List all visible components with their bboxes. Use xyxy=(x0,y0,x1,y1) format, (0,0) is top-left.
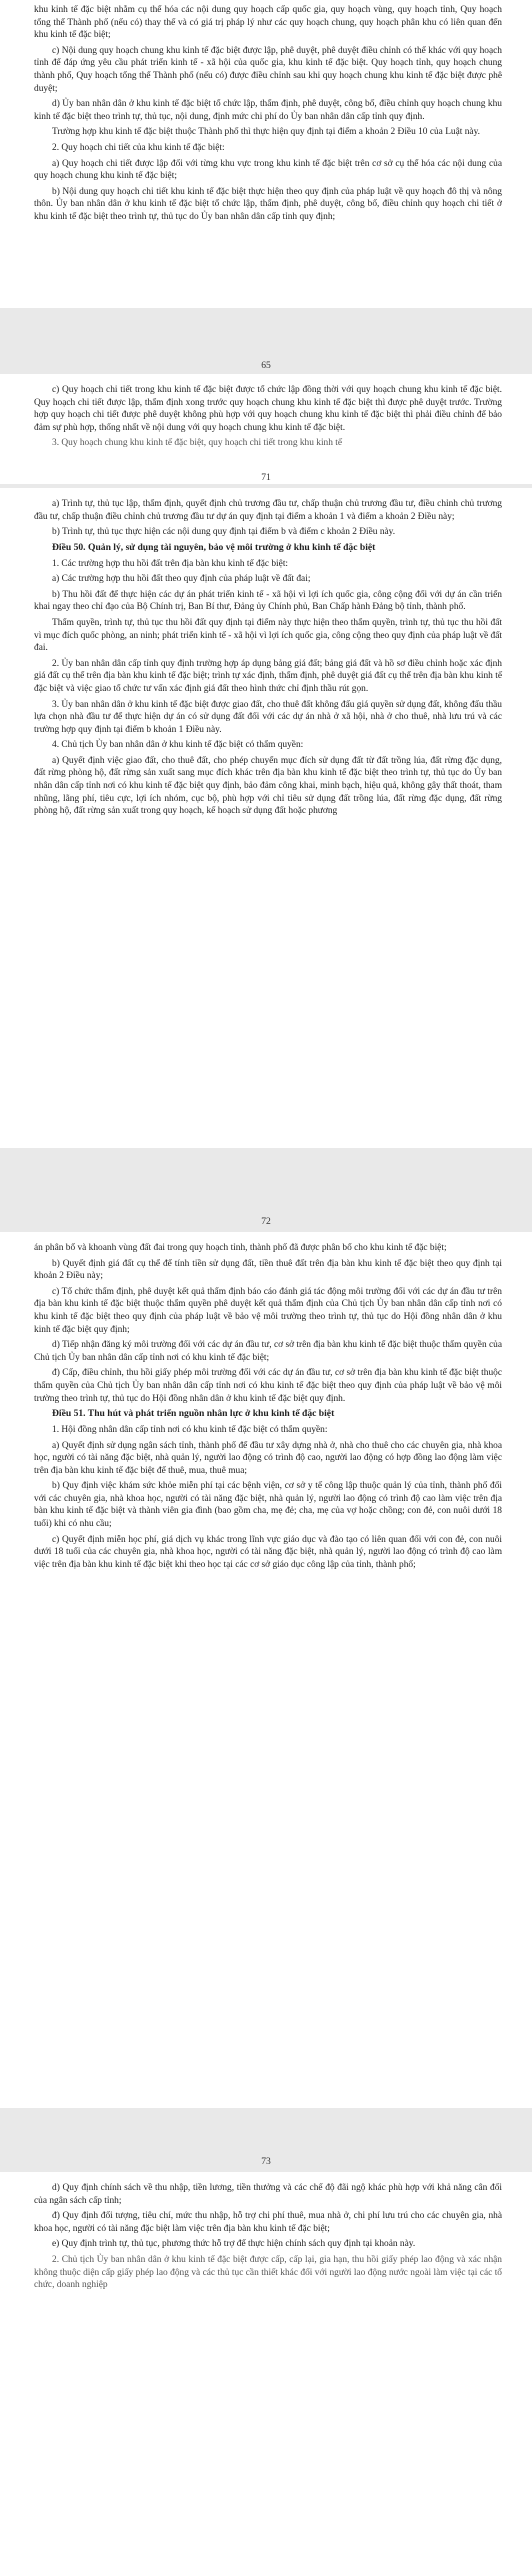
article-heading: Điều 51. Thu hút và phát triển nguồn nhân lực ở khu kinh tế đặc biệt xyxy=(52,1408,335,1420)
paragraph: 3. Ủy ban nhân dân ở khu kinh tế đặc biệt được giao đất, cho thuê đất không đấu giá quyền sử dụng đất, không đấu thầu lựa chọn nhà đầu tư để thực hiện dự án có sử dụng đất đối với các dự án nhà ở xã hội, nhà ở cho thuê, nhà lưu trú và các trường hợp quy định tại điểm b khoản 1 Điều này. xyxy=(34,699,502,735)
paragraph: c) Quy hoạch chi tiết trong khu kinh tế đặc biệt được tổ chức lập đồng thời với quy hoạch chung khu kinh tế đặc biệt. Quy hoạch chi tiết được lập, thẩm định xong trước quy hoạch chung khu kinh tế đặc biệt thì được phê duyệt trước. Trường hợp quy hoạch chi tiết được phê duyệt không phù hợp với quy hoạch chung khu kinh tế đặc biệt thì phải điều chỉnh để bảo đảm sự phù hợp, thống nhất về nội dung với quy hoạch chung khu kinh tế đặc biệt. xyxy=(34,385,502,433)
paragraph: e) Quy định trình tự, thủ tục, phương thức hỗ trợ để thực hiện chính sách quy định tại khoản này. xyxy=(52,2239,416,2250)
paragraph: a) Quy hoạch chi tiết được lập đối với từng khu vực trong khu kinh tế đặc biệt trên cơ sở cụ thể hóa các nội dung của quy hoạch chung khu kinh tế đặc biệt; xyxy=(34,158,502,182)
paragraph: a) Các trường hợp thu hồi đất theo quy định của pháp luật về đất đai; xyxy=(52,574,311,585)
document-page xyxy=(0,1232,532,2108)
paragraph: 1. Các trường hợp thu hồi đất trên địa bàn khu kinh tế đặc biệt: xyxy=(52,558,289,569)
paragraph: 2. Chủ tịch Ủy ban nhân dân ở khu kinh tế đặc biệt được cấp, cấp lại, gia hạn, thu hồi giấy phép lao động và xác nhận không thuộc diện cấp giấy phép lao động và các thủ tục cần thiết khác đối với người lao động nước ngoài làm việc tại các tổ chức, doanh nghiệp xyxy=(34,2254,502,2291)
paragraph: Thẩm quyền, trình tự, thủ tục thu hồi đất quy định tại điểm này thực hiện theo thẩm quyền, trình tự, thủ tục thu hồi đất vì mục đích quốc phòng, an ninh; phát triển kinh tế - xã hội vì lợi ích quốc gia, công cộng theo quy định của pháp luật về đất đai. xyxy=(34,617,502,654)
paragraph: Trường hợp khu kinh tế đặc biệt thuộc Thành phố thì thực hiện quy định tại điểm a khoản 2 Điều 10 của Luật này. xyxy=(52,127,480,138)
paragraph: 2. Quy hoạch chi tiết của khu kinh tế đặc biệt: xyxy=(52,142,225,153)
document-page xyxy=(0,374,532,484)
paragraph: c) Tổ chức thẩm định, phê duyệt kết quả thẩm định báo cáo đánh giá tác động môi trường đối với các dự án đầu tư trên địa bàn khu kinh tế đặc biệt thuộc thẩm quyền phê duyệt kết quả thẩm định của Chủ tịch Ủy ban nhân dân cấp tỉnh nơi có khu kinh tế đặc biệt theo quy định của pháp luật về bảo vệ môi trường theo trình tự, thủ tục do Hội đồng nhân dân ở khu kinh tế đặc biệt quy định; xyxy=(34,1286,502,1335)
paragraph: b) Quyết định giá đất cụ thể để tính tiền sử dụng đất, tiền thuê đất trên địa bàn khu kinh tế đặc biệt theo quy định tại khoản 2 Điều này; xyxy=(34,1258,502,1282)
article-heading: Điều 50. Quản lý, sử dụng tài nguyên, bảo vệ môi trường ở khu kinh tế đặc biệt xyxy=(52,541,376,553)
paragraph: a) Quyết định việc giao đất, cho thuê đất, cho phép chuyển mục đích sử dụng đất từ đất trồng lúa, đất rừng đặc dụng, đất rừng phòng hộ, đất rừng sản xuất sang mục đích khác trên địa bàn khu kinh tế đặc biệt theo trình tự, thủ tục do Ủy ban nhân dân cấp tỉnh nơi có khu kinh tế đặc biệt quy định, bảo đảm công khai, minh bạch, hiệu quả, không gây thất thoát, tham nhũng, lãng phí, tiêu cực, lợi ích nhóm, cục bộ, phù hợp với chỉ tiêu sử dụng đất trồng lúa, đất rừng đặc dụng, đất rừng phòng hộ, đất rừng sản xuất trong quy hoạch, kế hoạch sử dụng đất hoặc phương xyxy=(34,755,502,817)
paragraph: b) Trình tự, thủ tục thực hiện các nội dung quy định tại điểm b và điểm c khoản 2 Điều này. xyxy=(52,527,396,538)
paragraph: c) Quyết định miễn học phí, giá dịch vụ khác trong lĩnh vực giáo dục và đào tạo có liên quan đối với con đẻ, con nuôi dưới 18 tuổi của các chuyên gia, nhà khoa học, người có tài năng đặc biệt, nhà quản lý, người lao động có trình độ cao làm việc trên địa bàn khu kinh tế đặc biệt khi theo học tại các cơ sở giáo dục công lập của tỉnh, thành phố; xyxy=(34,1534,502,1570)
paragraph: b) Thu hồi đất để thực hiện các dự án phát triển kinh tế - xã hội vì lợi ích quốc gia, công cộng đối với dự án cần triển khai ngay theo chỉ đạo của Bộ Chính trị, Ban Bí thư, Đảng ủy Chính phủ, Ban Chấp hành Đảng bộ tỉnh, thành phố. xyxy=(34,589,502,613)
paragraph: 4. Chủ tịch Ủy ban nhân dân ở khu kinh tế đặc biệt có thẩm quyền: xyxy=(52,740,304,751)
paragraph: d) Quy định chính sách về thu nhập, tiền lương, tiền thưởng và các chế độ đãi ngộ khác phù hợp với khả năng cân đối của ngân sách cấp tỉnh; xyxy=(34,2183,502,2206)
document-page xyxy=(0,488,532,1148)
paragraph: d) Tiếp nhận đăng ký môi trường đối với các dự án đầu tư, cơ sở trên địa bàn khu kinh tế đặc biệt thuộc thẩm quyền của Chủ tịch Ủy ban nhân dân cấp tỉnh nơi có khu kinh tế đặc biệt; xyxy=(34,1340,502,1363)
paragraph: a) Quyết định sử dụng ngân sách tỉnh, thành phố để đầu tư xây dựng nhà ở, nhà cho thuê cho các chuyên gia, nhà khoa học, người có tài năng đặc biệt, nhà quản lý, người lao động có trình độ cao, người lao động có hợp đồng lao động làm việc trên địa bàn khu kinh tế đặc biệt để thuê, mua, thuê mua; xyxy=(34,1440,502,1476)
paragraph: c) Nội dung quy hoạch chung khu kinh tế đặc biệt được lập, phê duyệt, phê duyệt điều chỉnh có thể khác với quy hoạch tỉnh để đáp ứng yêu cầu phát triển kinh tế - xã hội của quốc gia, khu kinh tế đặc biệt. Quy hoạch tỉnh, quy hoạch chung thành phố, Quy hoạch tổng thể Thành phố (nếu có) được điều chỉnh sau khi quy hoạch chung khu kinh tế đặc biệt được phê duyệt; xyxy=(34,45,502,94)
paragraph: án phân bổ và khoanh vùng đất đai trong quy hoạch tỉnh, thành phố đã được phân bổ cho khu kinh tế đặc biệt; xyxy=(34,1243,447,1253)
paragraph: 2. Ủy ban nhân dân cấp tỉnh quy định trường hợp áp dụng bảng giá đất; bảng giá đất và hồ sơ điều chỉnh hoặc xác định giá đất cụ thể trên địa bàn khu kinh tế đặc biệt; trình tự xác định, thẩm định, phê duyệt giá đất cụ thể trên địa bàn khu kinh tế đặc biệt và việc giao tổ chức tư vấn xác định giá đất theo hình thức chỉ định thầu rút gọn. xyxy=(34,658,502,694)
paragraph: d) Ủy ban nhân dân ở khu kinh tế đặc biệt tổ chức lập, thẩm định, phê duyệt, công bố, điều chỉnh quy hoạch chung khu kinh tế đặc biệt theo trình tự, thủ tục, nội dung, định mức chi phí do Ủy ban nhân dân cấp tỉnh quy định. xyxy=(34,99,502,122)
paragraph: đ) Cấp, điều chỉnh, thu hồi giấy phép môi trường đối với các dự án đầu tư, cơ sở trên địa bàn khu kinh tế đặc biệt thuộc thẩm quyền của Chủ tịch Ủy ban nhân dân cấp tỉnh nơi có khu kinh tế đặc biệt theo quy định của pháp luật về bảo vệ môi trường theo trình tự, thủ tục do Hội đồng nhân dân ở khu kinh tế đặc biệt quy định. xyxy=(34,1368,502,1404)
page-number: 65 xyxy=(261,360,271,371)
page-number: 73 xyxy=(261,2156,271,2167)
paragraph: a) Trình tự, thủ tục lập, thẩm định, quyết định chủ trương đầu tư, chấp thuận chủ trương đầu tư, điều chỉnh chủ trương đầu tư, chấp thuận điều chỉnh chủ trương đầu tư dự án quy định tại điểm a khoản 1 và điểm a khoản 2 Điều này; xyxy=(34,499,502,522)
page-number: 71 xyxy=(261,472,271,483)
paragraph: b) Quy định việc khám sức khỏe miễn phí tại các bệnh viện, cơ sở y tế công lập thuộc quản lý của tỉnh, thành phố đối với các chuyên gia, nhà khoa học, người có tài năng đặc biệt, nhà quản lý, người lao động có trình độ cao làm việc trên địa bàn khu kinh tế đặc biệt và thành viên gia đình (bao gồm cha, mẹ đẻ; cha, mẹ của vợ hoặc chồng; con đẻ, con nuôi dưới 18 tuổi) khi có nhu cầu; xyxy=(34,1481,502,1530)
paragraph: khu kinh tế đặc biệt nhằm cụ thể hóa các nội dung quy hoạch cấp quốc gia, quy hoạch vùng, quy hoạch tỉnh, Quy hoạch tổng thể Thành phố (nếu có) thay thế và có giá trị pháp lý như các quy hoạch chung, quy hoạch phân khu có liên quan đến khu kinh tế đặc biệt; xyxy=(34,5,502,41)
document-page xyxy=(0,2172,532,2560)
paragraph: 3. Quy hoạch chung khu kinh tế đặc biệt, quy hoạch chi tiết trong khu kinh tế xyxy=(52,438,343,449)
paragraph: 1. Hội đồng nhân dân cấp tỉnh nơi có khu kinh tế đặc biệt có thẩm quyền: xyxy=(52,1424,328,1435)
page-number: 72 xyxy=(261,1216,271,1227)
paragraph: đ) Quy định đối tượng, tiêu chí, mức thu nhập, hỗ trợ chi phí thuê, mua nhà ở, chi phí lưu trú cho các chuyên gia, nhà khoa học, người có tài năng đặc biệt làm việc trên địa bàn khu kinh tế đặc biệt; xyxy=(34,2211,502,2234)
document-page xyxy=(0,0,532,308)
paragraph: b) Nội dung quy hoạch chi tiết khu kinh tế đặc biệt thực hiện theo quy định của pháp luật về quy hoạch đô thị và nông thôn. Ủy ban nhân dân ở khu kinh tế đặc biệt tổ chức lập, thẩm định, phê duyệt, công bố, điều chỉnh quy hoạch chi tiết ở khu kinh tế đặc biệt theo trình tự, thủ tục do Ủy ban nhân dân cấp tỉnh quy định; xyxy=(34,186,502,222)
